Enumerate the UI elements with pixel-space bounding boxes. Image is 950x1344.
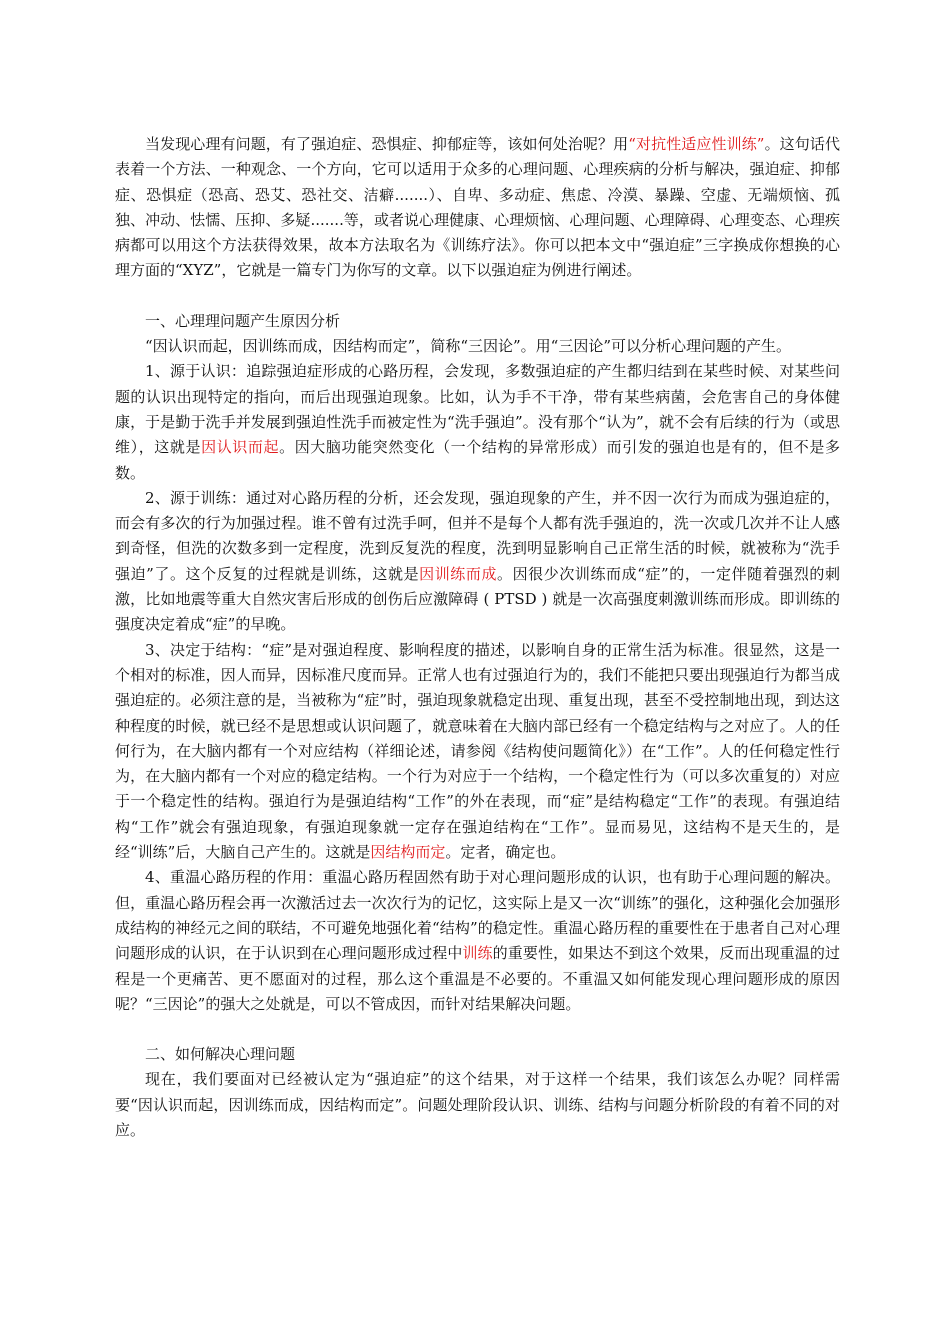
highlight-cognition: 因认识而起 xyxy=(201,438,280,457)
section2-paragraph: 现在，我们要面对已经被认定为“强迫症”的这个结果，对于这样一个结果，我们该怎么办呢？同样需要“因认识而起，因训练而成，因结构而定”。问题处理阶段认识、训练、结构与问题分析阶段的有着不同的对应。 xyxy=(115,1070,840,1139)
highlight-training-word: 训练 xyxy=(462,944,493,963)
section1-point3: 3、决定于结构：“症”是对强迫程度、影响程度的描述，以影响自身的正常生活为标准。很显然，这是一个相对的标准，因人而异，因标准尺度而异。正常人也有过强迫行为的，我们不能把只要出现强迫行为都当成强迫症的。必须注意的是，当被称为“症”时，强迫现象就稳定出现、重复出现，甚至不受控制地出现，到达这种程度的时候，就已经不是思想或认识问题了，就意味着在大脑内部已经有一个稳定结构与之对应了。人的任何行为，在大脑内都有一个对应结构（祥细论述，请参阅《结构使问题简化》）在“工作”。人的任何稳定性行为，在大脑内都有一个对应的稳定结构。一个行为对应于一个结构，一个稳定性行为（可以多次重复的）对应于一个稳定性的结构。强迫行为是强迫结构“工作”的外在表现，而“症”是结构稳定“工作”的表现。有强迫结构“工作”就会有强迫现象，有强迫现象就一定存在强迫结构在“工作”。显而易见，这结构不是天生的，是经“训练”后，大脑自己产生的。这就是因结构而定。定者，确定也。 xyxy=(115,640,840,862)
spacer xyxy=(115,284,840,309)
section1-point1: 1、源于认识：追踪强迫症形成的心路历程，会发现，多数强迫症的产生都归结到在某些时候、对某些问题的认识出现特定的指向，而后出现强迫现象。比如，认为手不干净，带有某些病菌，会危害自己的身体健康，于是勤于洗手并发展到强迫性洗手而被定性为“洗手强迫”。没有那个“认为”，就不会有后续的行为（或思维），这就是因认识而起。因大脑功能突然变化（一个结构的异常形成）而引发的强迫也是有的，但不是多数。 xyxy=(115,362,840,482)
section1-point4: 4、重温心路历程的作用：重温心路历程固然有助于对心理问题形成的认识，也有助于心理问题的解决。但，重温心路历程会再一次激活过去一次次行为的记忆，这实际上是又一次“训练”的强化，这种强化会加强形成结构的神经元之间的联结，不可避免地强化着“结构”的稳定性。重温心路历程的重要性在于患者自己对心理问题形成的认识，在于认识到在心理问题形成过程中训练的重要性，如果达不到这个效果，反而出现重温的过程是一个更痛苦、更不愿面对的过程，那么这个重温是不必要的。不重温又如何能发现心理问题形成的原因呢？“三因论”的强大之处就是，可以不管成因，而针对结果解决问题。 xyxy=(115,868,840,1013)
section1-lead: “因认识而起，因训练而成，因结构而定”，简称“三因论”。用“三因论”可以分析心理问题的产生。 xyxy=(145,337,792,356)
highlight-method: “对抗性适应性训练” xyxy=(628,135,765,153)
section1-heading: 一、心理理问题产生原因分析 xyxy=(145,311,341,330)
spacer xyxy=(115,1017,840,1042)
highlight-structure: 因结构而定 xyxy=(370,843,446,862)
document-page xyxy=(115,132,840,1143)
section1-point2: 2、源于训练：通过对心路历程的分析，还会发现，强迫现象的产生，并不因一次行为而成为强迫症的，而会有多次的行为加强过程。谁不曾有过洗手呵，但并不是每个人都有洗手强迫的，洗一次或几次并不让人感到奇怪，但洗的次数多到一定程度，洗到反复洗的程度，洗到明显影响自己正常生活的时候，就被称为“洗手强迫”了。这个反复的过程就是训练，这就是因训练而成。因很少次训练而成“症”的，一定伴随着强烈的刺激，比如地震等重大自然灾害后形成的创伤后应激障碍 ( PTSD ) 就是一次高强度刺激训练而形成。即训练的强度决定着成“症”的早晚。 xyxy=(115,488,840,634)
intro-paragraph: 当发现心理有问题，有了强迫症、恐惧症、抑郁症等，该如何处治呢？用“对抗性适应性训练”。这句话代表着一个方法、一种观念、一个方向，它可以适用于众多的心理问题、心理疾病的分析与解决，强迫症、抑郁症、恐惧症（恐高、恐艾、恐社交、洁癖.......）、自卑、多动症、焦虑、冷漠、暴躁、空虚、无端烦恼、孤独、冲动、怯懦、压抑、多疑.......等，或者说心理健康、心理烦恼、心理问题、心理障碍、心理变态、心理疾病都可以用这个方法获得效果，故本方法取名为《训练疗法》。你可以把本文中“强迫症”三字换成你想换的心理方面的“XYZ”，它就是一篇专门为你写的文章。以下以强迫症为例进行阐述。 xyxy=(115,135,840,280)
section2-heading: 二、如何解决心理问题 xyxy=(145,1045,296,1064)
highlight-training: 因训练而成 xyxy=(419,564,498,583)
